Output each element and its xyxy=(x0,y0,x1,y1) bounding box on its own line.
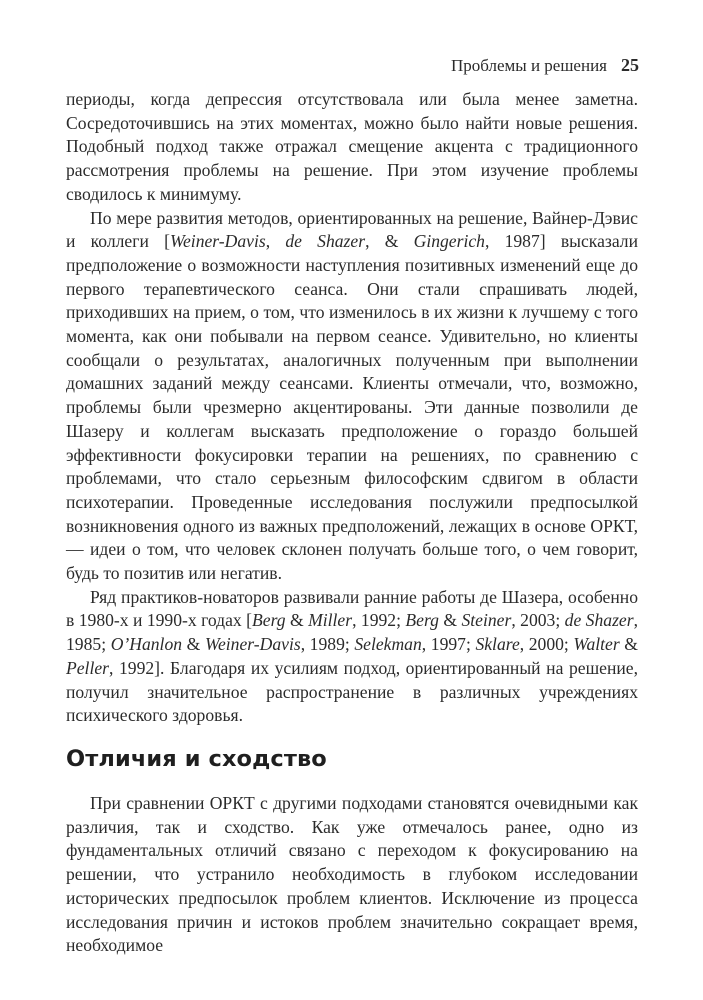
body-text xyxy=(66,88,638,728)
citation: Berg xyxy=(252,610,286,631)
running-title: Проблемы и решения xyxy=(450,56,607,75)
paragraph: периоды, когда депрессия отсутствовала или была менее заметна. Сосредоточившись на этих моментах, можно было найти новые решения. Подобный подход также отражал смещение акцента с традиционного рассмотрения проблемы на решение. При этом изучение проблемы сводилось к минимуму. xyxy=(66,89,638,204)
citation: de Shazer xyxy=(564,610,634,631)
body-text-section xyxy=(66,792,638,958)
citation: Peller xyxy=(66,657,109,678)
citation: Miller xyxy=(308,610,353,631)
citation: Selekman xyxy=(354,634,422,655)
running-header xyxy=(451,55,639,76)
paragraph: При сравнении ОРКТ с другими подходами становятся очевидными как различия, так и сходство. Как уже отмечалось ранее, одно из фундаментальных отличий связано с переходом к фокусированию на решении, что устранило необходимость в глубоком исследовании исторических предпосылок проблем клиентов. Исключение из процесса исследования причин и истоков проблем значительно сокращает время, необходимое xyxy=(66,793,638,956)
citation: Steiner xyxy=(461,610,512,631)
citation: Berg xyxy=(405,610,439,631)
citation: Walter xyxy=(573,634,620,655)
citation: Sklare xyxy=(475,634,520,655)
citation: Weiner-Davis xyxy=(169,231,266,252)
paragraph: Ряд практиков-новаторов развивали ранние работы де Шазера, особенно в 1980-х и 1990-х годах [Berg & Miller, 1992; Berg & Steiner, 2003; de Shazer, 1985; O’Hanlon & Weiner-Davis, 1989; Selekman, 1997; Sklare, 2000; Walter & Peller, 1992]. Благодаря их усилиям подход, ориентированный на решение, получил значительное распространение в различных учреждениях психического здоровья. xyxy=(66,586,638,726)
citation: de Shazer xyxy=(285,231,366,252)
citation: O’Hanlon xyxy=(110,634,183,655)
page-number: 25 xyxy=(621,55,639,75)
citation: Weiner-Davis xyxy=(204,634,301,655)
paragraph: По мере развития методов, ориентированных на решение, Вайнер-Дэвис и коллеги [Weiner-Davis, de Shazer, & Gingerich, 1987] высказали предположение о возможности наступления позитивных изменений еще до первого терапевтического сеанса. Они стали спрашивать людей, приходивших на прием, о том, что изменилось в их жизни к лучшему с того момента, как они побывали на первом сеансе. Удивительно, но клиенты сообщали о результатах, аналогичных полученным при выполнении домашних заданий между сеансами. Клиенты отмечали, что, возможно, проблемы были чрезмерно акцентированы. Эти данные позволили де Шазеру и коллегам высказать предположение о гораздо большей эффективности фокусировки терапии на решениях, по сравнению с проблемами, что стало серьезным философским сдвигом в области психотерапии. Проведенные исследования послужили предпосылкой возникновения одного из важных предположений, лежащих в основе ОРКТ, — идеи о том, что человек склонен получать больше того, о чем говорит, будь то позитив или негатив. xyxy=(66,207,638,584)
citation: Gingerich xyxy=(413,231,485,252)
section-heading: Отличия и сходство xyxy=(66,746,327,772)
